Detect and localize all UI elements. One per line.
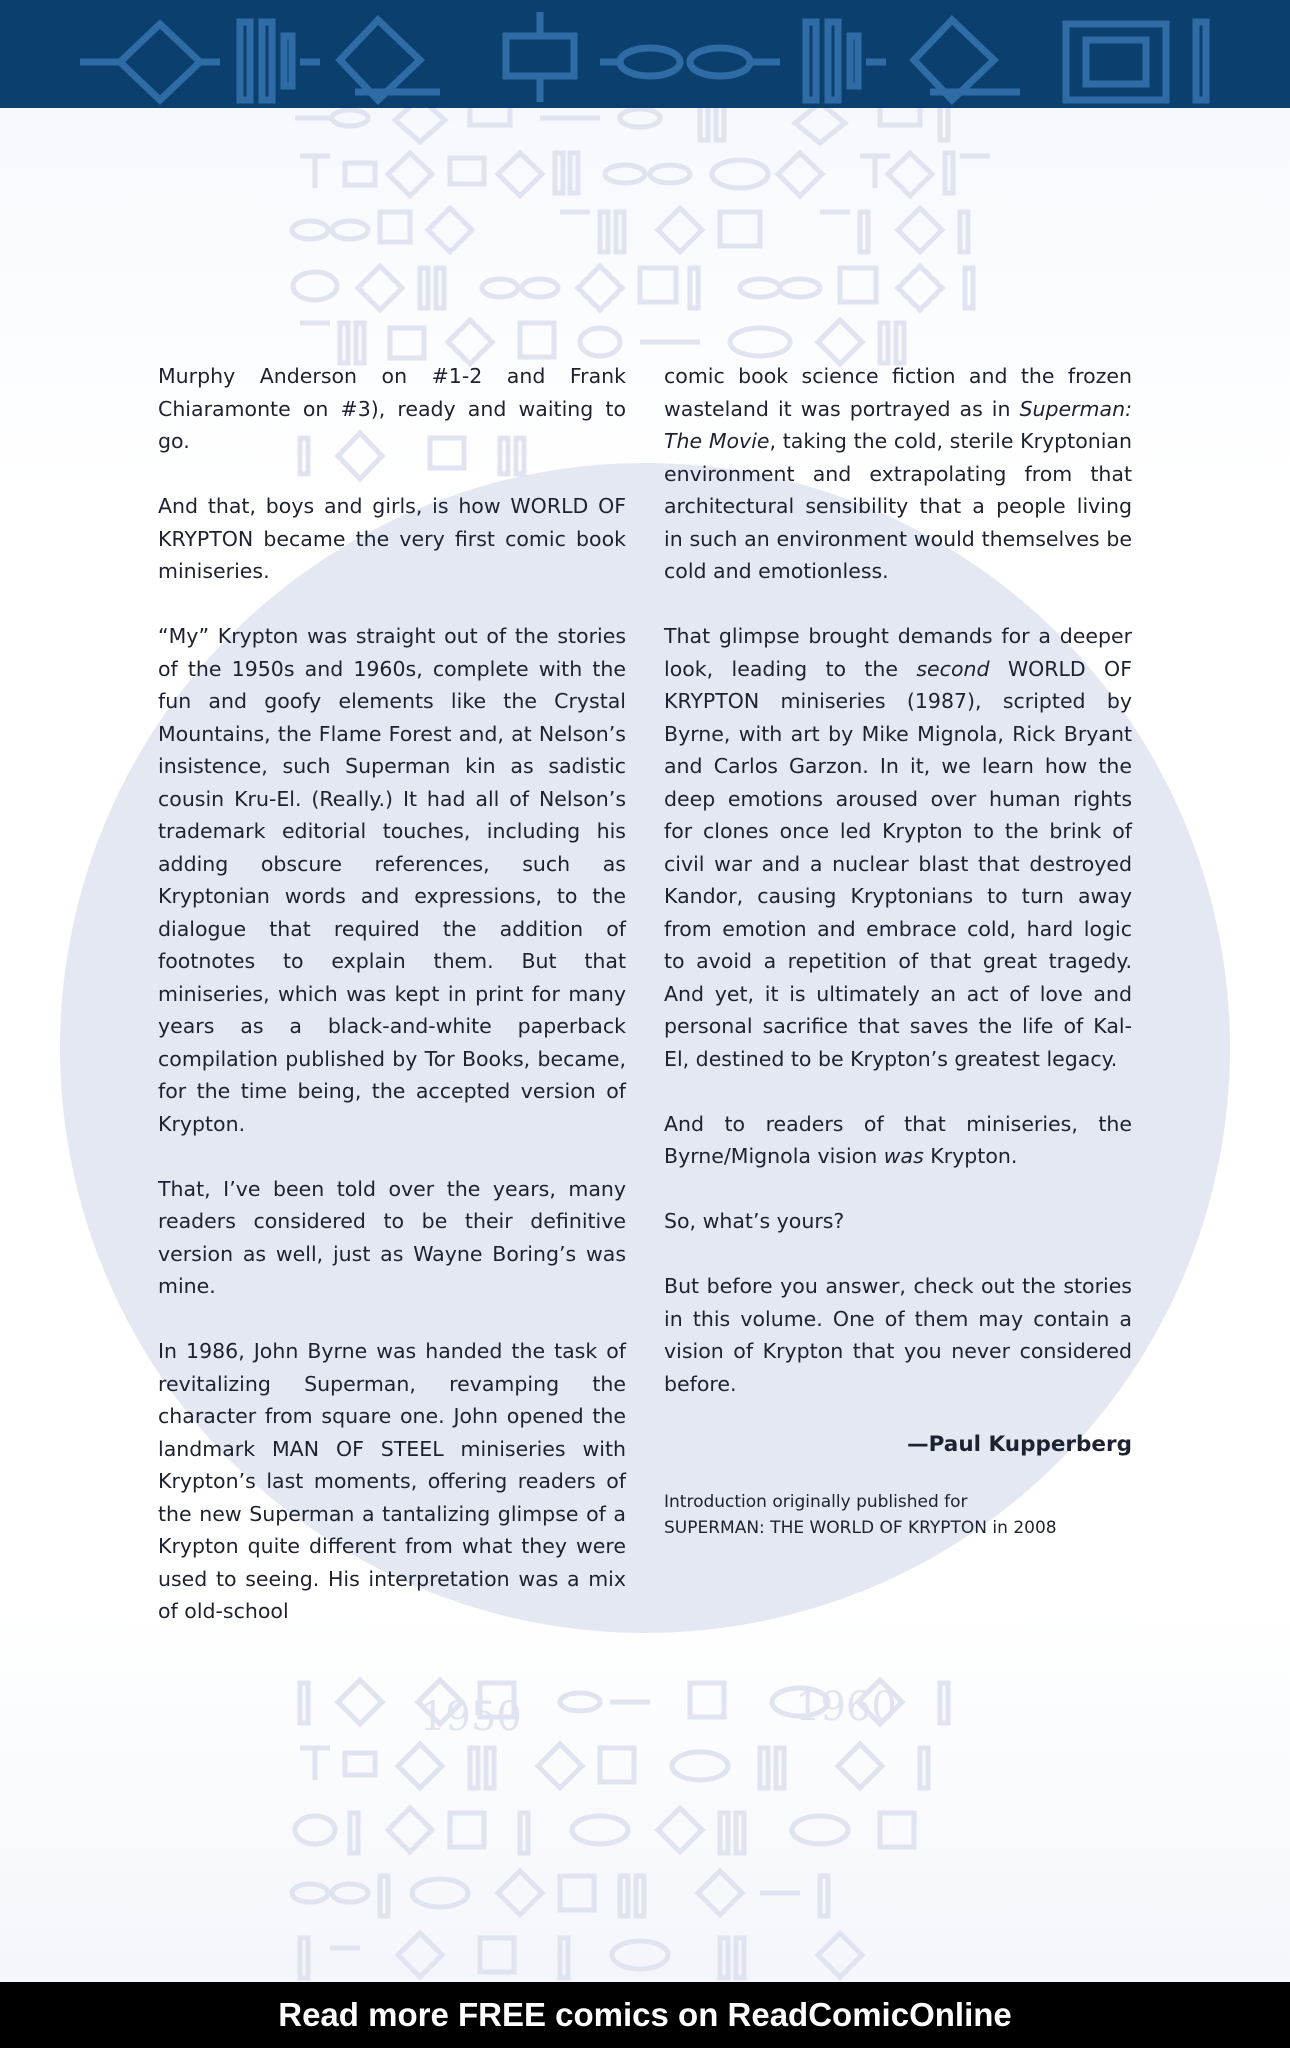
paragraph: In 1986, John Byrne was handed the task of revitalizing Superman, revamping the character from square one. John opened the landmark MAN OF STEEL miniseries with Krypton’s last moments, offering readers of the new Superman a tantalizing glimpse of a Krypton quite different from what they were used to seeing. His interpretation was a mix of old-school bbox=[158, 1339, 626, 1623]
footer-link-text[interactable]: Read more FREE comics on ReadComicOnline bbox=[278, 1996, 1012, 2033]
paragraph: comic book science fiction and the frozen wasteland it was portrayed as in Superman: The Movie, taking the cold, sterile Kryptonian environment and extrapolating from that architectural sensibility that a people living in such an environment would themselves be cold and emotionless. bbox=[664, 364, 1132, 583]
footer-banner[interactable] bbox=[0, 1982, 1290, 2048]
emphasis: was bbox=[883, 1144, 924, 1168]
paragraph: That, I’ve been told over the years, many readers considered to be their definitive version as well, just as Wayne Boring’s was mine. bbox=[158, 1176, 626, 1298]
paragraph: Murphy Anderson on #1-2 and Frank Chiaramonte on #3), ready and waiting to go. bbox=[158, 364, 626, 453]
right-text-column bbox=[664, 360, 1132, 1541]
note-line: SUPERMAN: THE WORLD OF KRYPTON in 2008 bbox=[664, 1518, 1057, 1538]
note-line: Introduction originally published for bbox=[664, 1492, 968, 1512]
left-text-column bbox=[158, 360, 626, 1660]
top-glyph-banner bbox=[0, 0, 1290, 108]
publication-note bbox=[664, 1489, 1132, 1541]
movie-title: Superman: The Movie bbox=[664, 396, 1132, 453]
paragraph: But before you answer, check out the stories in this volume. One of them may contain a vision of Krypton that you never considered before. bbox=[664, 1274, 1132, 1396]
year-1960-label: 1960 bbox=[795, 1684, 897, 1730]
year-1950-label: 1950 bbox=[420, 1694, 522, 1740]
paragraph: That glimpse brought demands for a deeper look, leading to the second WORLD OF KRYPTON miniseries (1987), scripted by Byrne, with art by Mike Mignola, Rick Bryant and Carlos Garzon. In it, we learn how the deep emotions aroused over human rights for clones once led Krypton to the brink of civil war and a nuclear blast that destroyed Kandor, causing Kryptonians to turn away from emotion and embrace cold, hard logic to avoid a repetition of that great tragedy. And yet, it is ultimately an act of love and personal sacrifice that saves the life of Kal-El, destined to be Krypton’s greatest legacy. bbox=[664, 624, 1132, 1071]
emphasis: second bbox=[916, 656, 990, 681]
paragraph: So, what’s yours? bbox=[664, 1209, 845, 1233]
paragraph: “My” Krypton was straight out of the stories of the 1950s and 1960s, complete with the fun and goofy elements like the Crystal Mountains, the Flame Forest and, at Nelson’s insistence, such Superman kin as sadistic cousin Kru-El. (Really.) It had all of Nelson’s trademark editorial touches, including his adding obscure references, such as Kryptonian words and expressions, to the dialogue that required the addition of footnotes to explain them. But that miniseries, which was kept in print for many years as a black-and-white paperback compilation published by Tor Books, became, for the time being, the accepted version of Krypton. bbox=[158, 624, 626, 1136]
paragraph: And that, boys and girls, is how WORLD OF KRYPTON became the very first comic book miniseries. bbox=[158, 494, 626, 583]
kryptonian-glyph-row bbox=[0, 0, 1290, 108]
author-signature: —Paul Kupperberg bbox=[907, 1431, 1132, 1457]
paragraph: And to readers of that miniseries, the Byrne/Mignola vision was Krypton. bbox=[664, 1111, 1132, 1168]
